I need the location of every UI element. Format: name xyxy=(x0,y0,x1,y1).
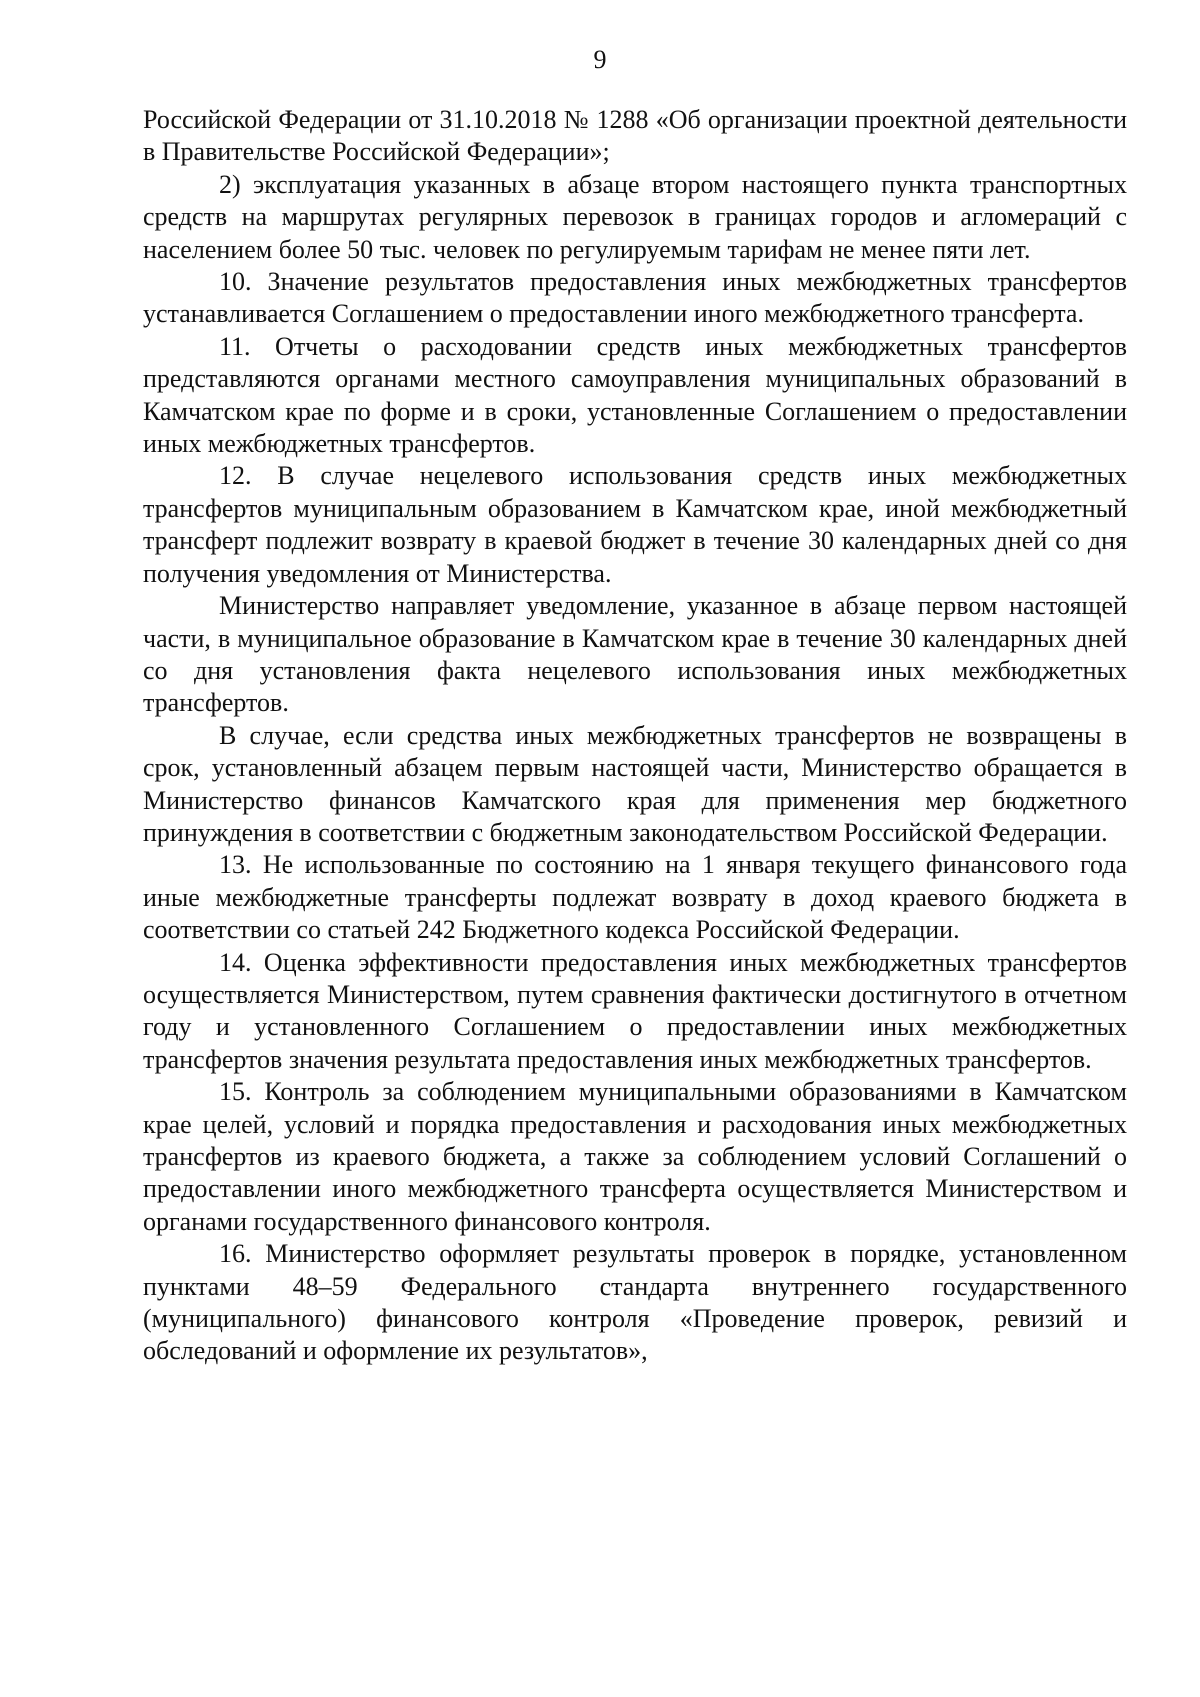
paragraph-item-12-part-2: Министерство направляет уведомление, указанное в абзаце первом настоящей части, в муниципальное образование в Камчатском крае в течение 30 календарных дней со дня установления факта нецелевого использования иных межбюджетных трансфертов. xyxy=(143,591,1127,718)
paragraph-item-16: 16. Министерство оформляет результаты проверок в порядке, установленном пунктами 48–59 Федерального стандарта внутреннего государственного (муниципального) финансового контроля «Проведение проверок, ревизий и обследований и оформление их результатов», xyxy=(143,1239,1127,1366)
paragraph-item-14: 14. Оценка эффективности предоставления иных межбюджетных трансфертов осуществляется Министерством, путем сравнения фактически достигнутого в отчетном году и установленного Соглашением о предоставлении иных межбюджетных трансфертов значения результата предоставления иных межбюджетных трансфертов. xyxy=(143,947,1127,1074)
paragraph-item-12: 12. В случае нецелевого использования средств иных межбюджетных трансфертов муниципальным образованием в Камчатском крае, иной межбюджетный трансферт подлежит возврату в краевой бюджет в течение 30 календарных дней со дня получения уведомления от Министерства. xyxy=(143,461,1127,588)
paragraph-continuation: Российской Федерации от 31.10.2018 № 1288 «Об организации проектной деятельности в Правительстве Российской Федерации»; xyxy=(143,105,1127,167)
paragraph-item-15: 15. Контроль за соблюдением муниципальными образованиями в Камчатском крае целей, условий и порядка предоставления и расходования иных межбюджетных трансфертов из краевого бюджета, а также за соблюдением условий Соглашений о предоставлении иного межбюджетного трансферта осуществляется Министерством и органами государственного финансового контроля. xyxy=(143,1077,1127,1236)
document-body xyxy=(143,104,1127,1368)
paragraph-item-13: 13. Не использованные по состоянию на 1 января текущего финансового года иные межбюджетные трансферты подлежат возврату в доход краевого бюджета в соответствии со статьей 242 Бюджетного кодекса Российской Федерации. xyxy=(143,850,1127,945)
page-number: 9 xyxy=(593,45,607,74)
paragraph-item-11: 11. Отчеты о расходовании средств иных межбюджетных трансфертов представляются органами местного самоуправления муниципальных образований в Камчатском крае по форме и в сроки, установленные Соглашением о предоставлении иных межбюджетных трансфертов. xyxy=(143,331,1127,459)
paragraph-item-10: 10. Значение результатов предоставления иных межбюджетных трансфертов устанавливается Соглашением о предоставлении иного межбюджетного трансферта. xyxy=(143,267,1127,329)
paragraph-item-12-part-3: В случае, если средства иных межбюджетных трансфертов не возвращены в срок, установленный абзацем первым настоящей части, Министерство обращается в Министерство финансов Камчатского края для применения мер бюджетного принуждения в соответствии с бюджетным законодательством Российской Федерации. xyxy=(143,720,1127,847)
paragraph-item-2: 2) эксплуатация указанных в абзаце втором настоящего пункта транспортных средств на маршрутах регулярных перевозок в границах городов и агломераций с населением более 50 тыс. человек по регулируемым тарифам не менее пяти лет. xyxy=(143,169,1127,264)
